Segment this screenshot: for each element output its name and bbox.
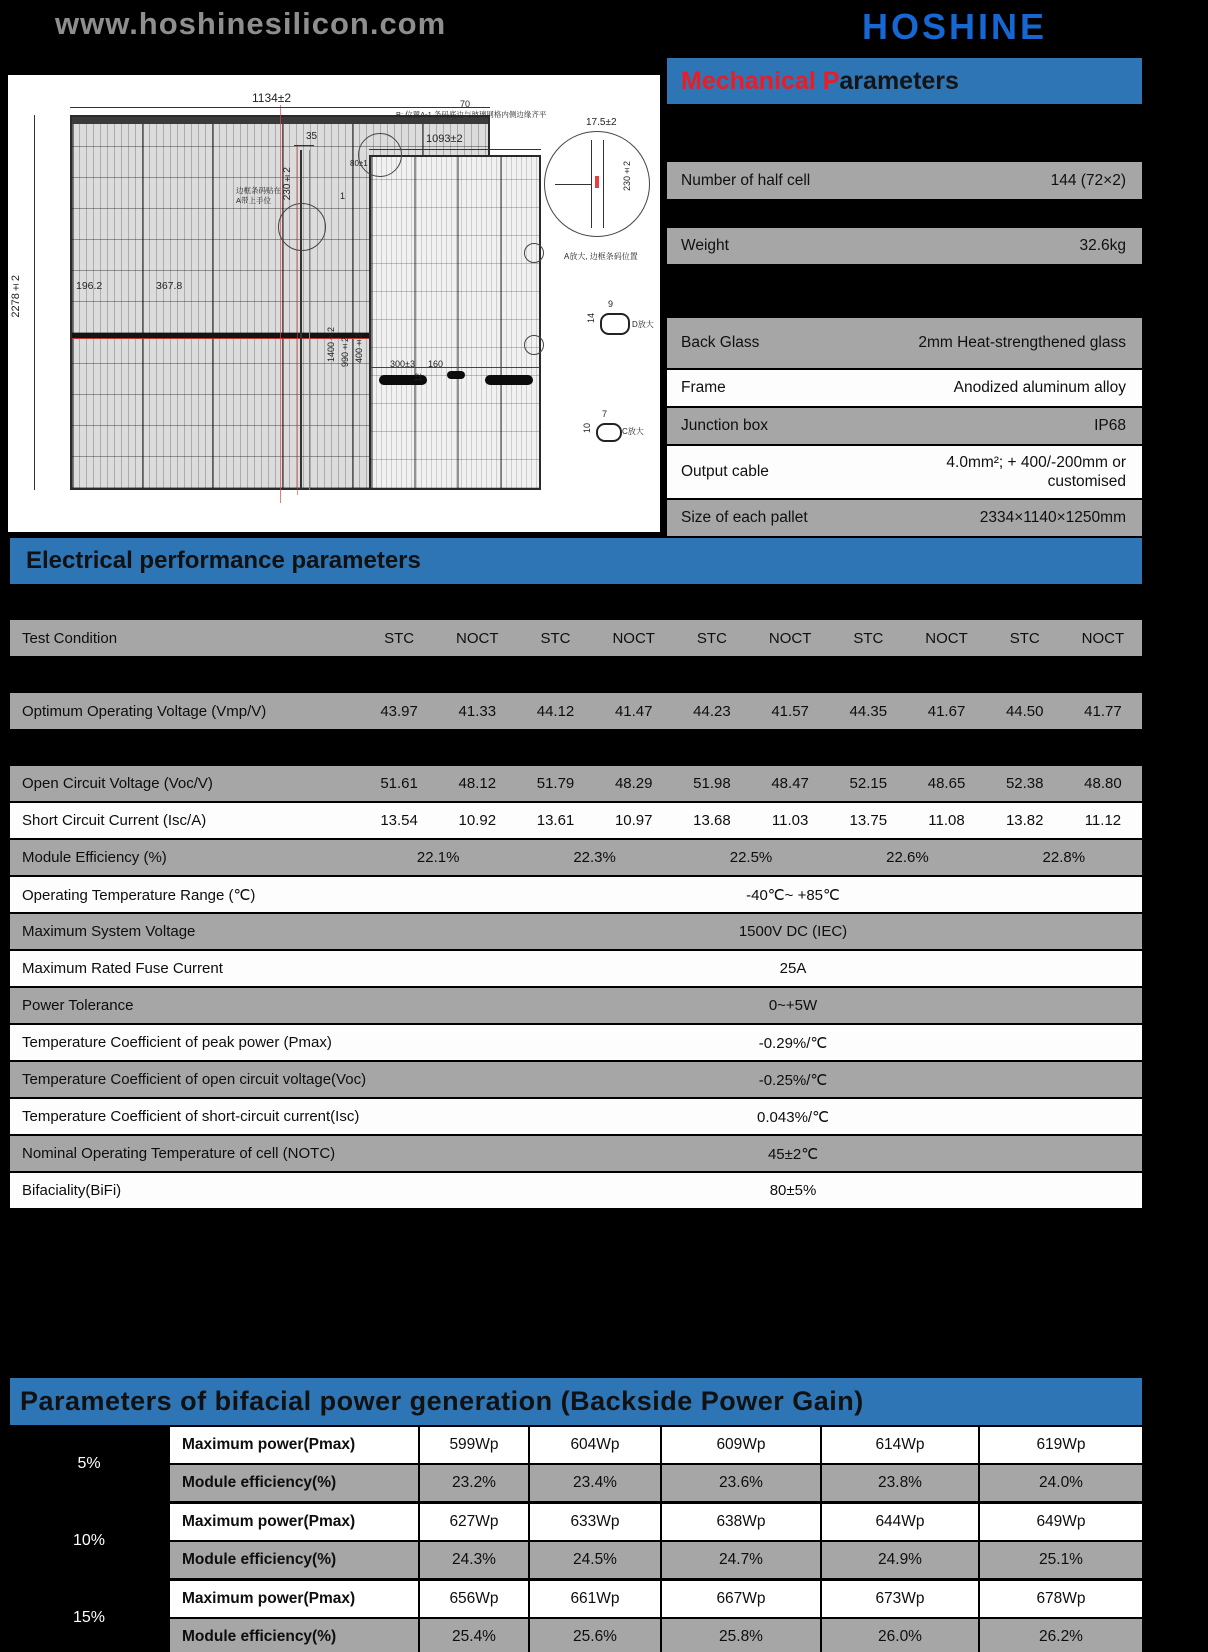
detail-c-w: 7 [602,409,608,419]
electrical-row [10,951,1142,986]
electrical-row [10,1062,1142,1097]
bifacial-eff-value: 24.0% [980,1465,1142,1501]
mechanical-row-label: Number of half cell [681,171,811,189]
dim-front-seg-left: 196.2 [76,280,103,292]
mechanical-row-label: Back Glass [681,334,760,351]
back-top-note: B: 位置A-1 条码底边与玻璃网格内侧边缘齐平 [396,110,547,119]
mechanical-row-label: Size of each pallet [681,509,808,526]
bifacial-pmax-value: 661Wp [530,1581,660,1617]
bifacial-pmax-value: 644Wp [822,1504,978,1540]
electrical-row-label: Maximum Rated Fuse Current [22,960,223,977]
bifacial-pmax-value: 673Wp [822,1581,978,1617]
electrical-header-label: Test Condition [22,629,118,647]
electrical-row [10,1099,1142,1134]
electrical-value-cell: 10.92 [458,812,497,829]
bifacial-eff-value: 23.2% [420,1465,528,1501]
mechanical-row [667,500,1142,536]
electrical-value-cell: 13.75 [849,812,888,829]
test-condition-cell: STC [384,629,415,647]
bifacial-pmax-label: Maximum power(Pmax) [170,1581,418,1617]
electrical-value-cell: 44.23 [693,702,731,720]
mechanical-title-black-part: arameters [839,66,959,95]
detail-a-note: A放大, 边框条码位置 [564,252,638,261]
bifacial-eff-value: 25.8% [662,1619,820,1652]
mechanical-row-value: Anodized aluminum alloy [953,379,1126,397]
electrical-row-label: Power Tolerance [22,997,134,1014]
brand-logo: HOSHINE [862,6,1048,47]
mechanical-row-value: 2mm Heat-strengthened glass [918,334,1126,352]
module-side-view [300,150,310,490]
electrical-value-cell: 48.80 [1084,775,1122,792]
electrical-value-cell: 45±2℃ [767,1145,819,1163]
dim-side-thickness: 35 [306,131,318,142]
side-detail-circle [278,203,326,251]
electrical-row-label: Nominal Operating Temperature of cell (NOTC) [22,1145,336,1162]
bifacial-group [10,1581,1142,1652]
electrical-row-label: Maximum System Voltage [22,923,196,940]
electrical-value-cell: 1500V DC (IEC) [738,923,848,940]
electrical-value-cell: 22.8% [1042,849,1086,866]
test-condition-cell: NOCT [612,629,655,647]
dim-back-b: 990±2 [340,337,350,368]
side-note-line1: 边框条码贴在 [236,186,281,195]
test-condition-cell: STC [1009,629,1040,647]
bifacial-pmax-value: 667Wp [662,1581,820,1617]
mechanical-row-value: 32.6kg [1079,237,1126,255]
detail-a-red-mark [595,176,599,188]
mechanical-row [667,408,1142,444]
bifacial-title: Parameters of bifacial power generation (Backside Power Gain) [10,1378,1142,1425]
electrical-value-cell: 48.29 [614,775,653,792]
electrical-value-cell: 13.61 [536,812,575,829]
mechanical-row-value: 144 (72×2) [1050,171,1126,189]
test-condition-cell: NOCT [456,629,499,647]
bifacial-pmax-value: 627Wp [420,1504,528,1540]
mechanical-row-label: Junction box [681,417,769,434]
bifacial-eff-value: 25.6% [530,1619,660,1652]
electrical-value-cell: 44.12 [536,702,575,720]
mechanical-parameters-title [667,58,1142,104]
mechanical-row-label: Output cable [681,463,769,480]
dim-line-front-height [34,115,35,490]
electrical-value-cell: 51.79 [536,775,575,792]
test-condition-cell: NOCT [1081,629,1125,647]
electrical-value-cell: 41.57 [771,702,809,720]
detail-d-shape [600,313,630,335]
electrical-row-label: Module Efficiency (%) [22,849,167,866]
dim-front-seg-mid: 367.8 [156,280,183,292]
electrical-value-cell: 13.82 [1005,812,1044,829]
mechanical-title-red-part: Mechanical P [681,66,840,95]
electrical-row [10,877,1142,912]
electrical-value-cell: 80±5% [769,1182,817,1199]
electrical-value-cell: 0.043%/℃ [757,1108,829,1126]
bifacial-pmax-label: Maximum power(Pmax) [170,1504,418,1540]
mechanical-row-label: Frame [681,379,726,396]
dim-side-height: 230±2 [282,167,293,201]
mechanical-row [667,370,1142,406]
detail-d-w: 9 [608,299,614,309]
electrical-value-cell: 25A [779,960,807,977]
center-line-vertical [280,105,281,503]
detail-d-h: 14 [586,313,596,324]
electrical-row [10,620,1142,656]
detail-c-h: 10 [582,423,592,434]
electrical-value-cell: 10.97 [614,812,653,829]
bifacial-group [10,1504,1142,1578]
side-note-line2: A带上手位 [236,196,272,205]
electrical-row-label: Bifaciality(BiFi) [22,1182,122,1199]
detail-a-dim2: 230±2 [622,161,632,192]
bifacial-pmax-value: 633Wp [530,1504,660,1540]
electrical-value-cell: 51.61 [380,775,418,792]
test-condition-cell: STC [853,629,884,647]
bifacial-gain-cell: 10% [72,1532,106,1549]
electrical-value-cell: 51.98 [693,775,731,792]
module-back-view [369,155,541,490]
detail-a-line2 [603,140,604,228]
electrical-row [10,914,1142,949]
electrical-value-cell: 41.77 [1084,702,1122,720]
mechanical-parameters-section [667,58,1142,538]
bifacial-eff-value: 23.8% [822,1465,978,1501]
technical-drawing-panel [8,75,660,532]
side-marker: 1 [340,191,346,201]
bifacial-eff-label: Module efficiency(%) [170,1619,418,1652]
dim-back-offset: 80±1 [350,159,368,168]
detail-a-line1 [591,140,592,228]
dim-front-width: 1134±2 [252,91,292,105]
bifacial-pmax-value: 599Wp [420,1427,528,1463]
dim-back-c: 400±2 [354,333,364,364]
electrical-value-cell: 48.65 [927,775,966,792]
bifacial-eff-label: Module efficiency(%) [170,1542,418,1578]
electrical-value-cell: 22.3% [573,849,616,866]
junction-cable-right [485,375,533,385]
electrical-row [10,1136,1142,1171]
bifacial-gain-cell: 15% [72,1609,106,1626]
bifacial-pmax-value: 614Wp [822,1427,978,1463]
dim-front-height: 2278±2 [10,275,22,318]
electrical-value-cell: -0.29%/℃ [758,1034,828,1052]
bifacial-pmax-label: Maximum power(Pmax) [170,1427,418,1463]
back-detail-circle [358,133,402,177]
test-condition-cell: NOCT [925,629,968,647]
electrical-row-label: Operating Temperature Range (℃) [22,886,256,904]
electrical-row-label: Open Circuit Voltage (Voc/V) [22,775,213,792]
electrical-value-cell: 22.5% [729,849,773,866]
bifacial-eff-value: 23.6% [662,1465,820,1501]
electrical-value-cell: 43.97 [380,702,418,720]
electrical-value-cell: 11.03 [771,812,809,829]
bifacial-eff-value: 24.3% [420,1542,528,1578]
dim-line-front-width [70,107,490,108]
test-condition-cell: NOCT [768,629,812,647]
electrical-row [10,693,1142,729]
electrical-row-label: Temperature Coefficient of peak power (Pmax) [22,1034,332,1051]
electrical-row-label: Short Circuit Current (Isc/A) [22,812,207,829]
electrical-row [10,1173,1142,1208]
back-marker-circle-2 [524,335,544,355]
electrical-value-cell: 22.1% [416,849,460,866]
bifacial-eff-value: 24.9% [822,1542,978,1578]
dim-back-a: 1400±2 [326,327,336,363]
bifacial-eff-value: 24.7% [662,1542,820,1578]
electrical-row [10,1025,1142,1060]
mechanical-row [667,318,1142,368]
test-condition-cell: STC [540,629,571,647]
side-center-line [297,145,298,495]
bifacial-pmax-value: 678Wp [980,1581,1142,1617]
mechanical-row [667,446,1142,498]
detail-c-shape [596,423,622,442]
electrical-value-cell: 13.54 [380,812,418,829]
mechanical-row-value: IP68 [1094,417,1126,435]
mechanical-row [667,162,1142,199]
electrical-value-cell: 52.38 [1005,775,1044,792]
mechanical-row-value: 4.0mm²; + 400/-200mm or customised [946,453,1126,490]
site-url: www.hoshinesilicon.com [55,6,447,41]
electrical-value-cell: 13.68 [693,812,731,829]
electrical-row [10,803,1142,838]
electrical-row [10,766,1142,801]
electrical-value-cell: 11.12 [1084,812,1122,829]
electrical-value-cell: 48.47 [771,775,809,792]
electrical-value-cell: 41.67 [927,702,966,720]
bifacial-pmax-value: 649Wp [980,1504,1142,1540]
electrical-row [10,840,1142,875]
bifacial-pmax-value: 638Wp [662,1504,820,1540]
electrical-parameters-section [10,538,1142,1210]
dim-back-width: 1093±2 [426,133,463,145]
electrical-value-cell: -0.25%/℃ [758,1071,828,1089]
electrical-row-label: Temperature Coefficient of open circuit voltage(Voc) [22,1071,367,1088]
electrical-value-cell: -40℃~ +85℃ [746,886,840,904]
detail-a-line3 [555,184,591,185]
mechanical-row-value: 2334×1140×1250mm [979,509,1126,527]
electrical-value-cell: 41.47 [614,702,653,720]
detail-c-label: C放大 [622,427,644,436]
test-condition-cell: STC [696,629,727,647]
electrical-value-cell: 48.12 [458,775,497,792]
bifacial-eff-value: 23.4% [530,1465,660,1501]
dim-back-f: 12 [414,373,423,382]
detail-a-dim: 17.5±2 [586,117,617,128]
back-marker-circle-1 [524,243,544,263]
dim-back-d: 300±3 [390,359,415,369]
bifacial-pmax-value: 604Wp [530,1427,660,1463]
electrical-row [10,988,1142,1023]
electrical-value-cell: 52.15 [849,775,888,792]
bifacial-gain-cell: 5% [77,1455,101,1472]
electrical-value-cell: 11.08 [928,812,965,829]
bifacial-group [10,1427,1142,1501]
electrical-value-cell: 0~+5W [768,997,818,1014]
bifacial-eff-value: 26.2% [980,1619,1142,1652]
electrical-value-cell: 44.35 [849,702,888,720]
electrical-value-cell: 44.50 [1005,702,1044,720]
bifacial-eff-value: 24.5% [530,1542,660,1578]
mechanical-row [667,228,1142,264]
bifacial-pmax-value: 619Wp [980,1427,1142,1463]
detail-d-label: D放大 [632,320,654,329]
dim-front-corner: 70 [460,99,471,109]
dim-back-e: 160 [428,359,444,369]
detail-a-circle [544,131,650,237]
bifacial-table [10,1427,1142,1652]
bifacial-eff-label: Module efficiency(%) [170,1465,418,1501]
bifacial-eff-value: 25.4% [420,1619,528,1652]
bifacial-pmax-value: 609Wp [662,1427,820,1463]
dim-line-side [294,145,314,146]
bifacial-eff-value: 26.0% [822,1619,978,1652]
electrical-value-cell: 41.33 [458,702,497,720]
bifacial-pmax-value: 656Wp [420,1581,528,1617]
mechanical-row-label: Weight [681,237,729,254]
junction-box-shape [447,371,465,379]
bifacial-eff-value: 25.1% [980,1542,1142,1578]
electrical-value-cell: 22.6% [886,849,929,866]
electrical-row-label: Temperature Coefficient of short-circuit current(Isc) [22,1108,360,1125]
electrical-row-label: Optimum Operating Voltage (Vmp/V) [22,702,267,720]
electrical-parameters-title: Electrical performance parameters [10,538,1142,584]
